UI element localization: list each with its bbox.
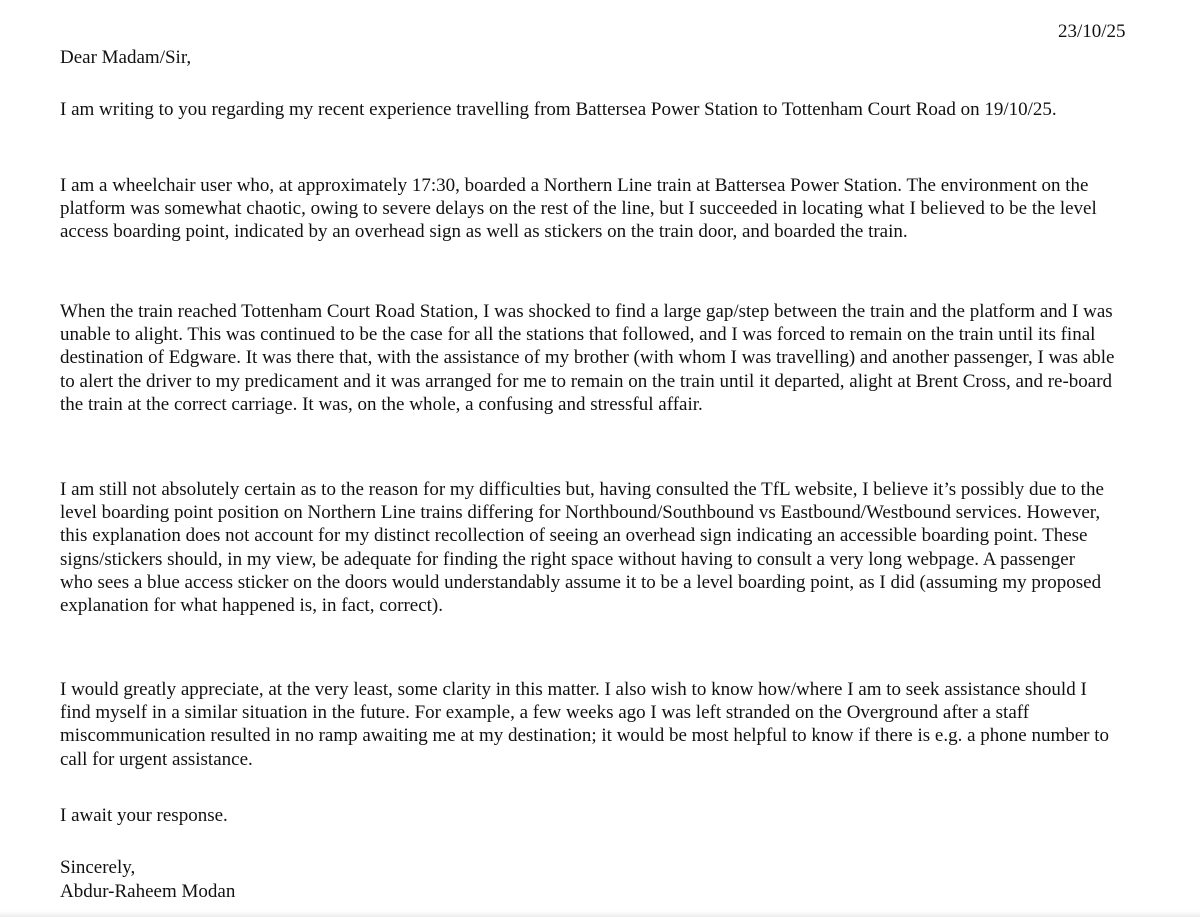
paragraph-explanation: I am still not absolutely certain as to the reason for my difficulties but, having consulted the TfL website, I believe it’s possibly due to the level boarding point position on Northern Line trains differing for Northbound/Southbound vs Eastbound/Westbound services. However, this explanation does not account for my distinct recollection of seeing an overhead sign indicating an accessible boarding point. These signs/stickers should, in my view, be adequate for finding the right space without having to consult a very long webpage. A passenger who sees a blue access sticker on the doors would understandably assume it to be a level boarding point, as I did (assuming my proposed explanation for what happened is, in fact, correct). <box>60 479 1104 617</box>
paragraph-boarding: I am a wheelchair user who, at approximately 17:30, boarded a Northern Line train at Battersea Power Station. The environment on the platform was somewhat chaotic, owing to severe delays on the rest of the line, but I succeeded in locating what I believed to be the level access boarding point, indicated by an overhead sign as well as stickers on the train door, and boarded the train. <box>60 175 1097 243</box>
paragraph-incident: When the train reached Tottenham Court Road Station, I was shocked to find a large gap/step between the train and the platform and I was unable to alight. This was continued to be the case for all the stations that followed, and I was forced to remain on the train until its final destination of Edgware. It was there that, with the assistance of my brother (with whom I was travelling) and another passenger, I was able to alert the driver to my predicament and it was arranged for me to remain on the train until it departed, alight at Brent Cross, and re-board the train at the correct carriage. It was, on the whole, a confusing and stressful affair. <box>60 301 1115 415</box>
closing: Sincerely, <box>60 857 136 878</box>
page-edge-shadow <box>0 911 1200 917</box>
paragraph-journey-intro: I am writing to you regarding my recent experience travelling from Battersea Power Station to Tottenham Court Road on 19/10/25. <box>60 99 1057 120</box>
salutation: Dear Madam/Sir, <box>60 47 192 68</box>
letter-date: 23/10/25 <box>1058 21 1126 42</box>
paragraph-request: I would greatly appreciate, at the very least, some clarity in this matter. I also wish to know how/where I am to seek assistance should I find myself in a similar situation in the future. For example, a few weeks ago I was left stranded on the Overground after a staff miscommunication resulted in no ramp awaiting me at my destination; it would be most helpful to know if there is e.g. a phone number to call for urgent assistance. <box>60 679 1110 770</box>
signature-name: Abdur-Raheem Modan <box>60 881 236 902</box>
paragraph-await-response: I await your response. <box>60 805 228 826</box>
